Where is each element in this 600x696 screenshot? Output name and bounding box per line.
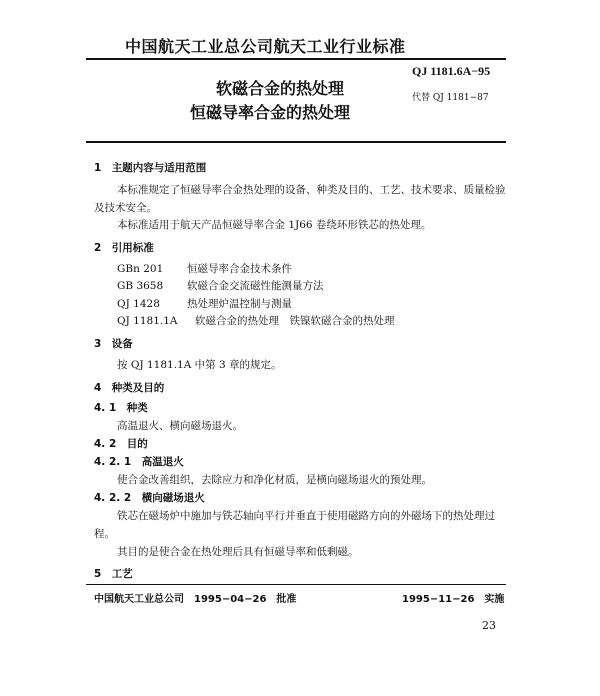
section-1-para2: 本标准适用于航天产品恒磁导率合金 1J66 卷绕环形铁芯的热处理。 xyxy=(117,219,432,231)
section-4-1-text: 高温退火、横向磁场退火。 xyxy=(117,420,243,432)
section-2-heading: 2 引用标准 xyxy=(94,242,154,254)
reference-code: QJ 1428 xyxy=(117,298,160,310)
section-4-2-1-text: 使合金改善组织，去除应力和净化材质，是横向磁场退火的预处理。 xyxy=(117,474,432,486)
reference-code: QJ 1181.1A xyxy=(117,315,178,327)
section-4-2-heading: 4. 2 目的 xyxy=(94,438,148,450)
section-3-para: 按 QJ 1181.1A 中第 3 章的规定。 xyxy=(117,359,282,371)
section-4-2-2-line1: 铁芯在磁场炉中施加与铁芯轴向平行并垂直于使用磁路方向的外磁场下的热处理过 xyxy=(117,510,495,522)
section-1-para1-line1: 本标准规定了恒磁导率合金热处理的设备、种类及目的、工艺、技术要求、质量检验 xyxy=(117,184,506,196)
section-4-2-1-heading: 4. 2. 1 高温退火 xyxy=(94,456,184,468)
reference-title: 软磁合金交流磁性能测量方法 xyxy=(187,280,324,292)
section-1-para1-line2: 及技术安全。 xyxy=(94,202,157,214)
section-4-2-2-heading: 4. 2. 2 横向磁场退火 xyxy=(94,492,205,504)
replaces-note: 代替 QJ 1181−87 xyxy=(412,93,489,103)
reference-item xyxy=(117,278,324,293)
reference-title: 软磁合金的热处理 铁镍软磁合金的热处理 xyxy=(195,315,395,327)
header-rule xyxy=(86,58,506,60)
reference-item xyxy=(117,313,395,328)
reference-title: 恒磁导率合金技术条件 xyxy=(187,263,292,275)
reference-title: 热处理炉温控制与测量 xyxy=(187,298,292,310)
title-line-2: 恒磁导率合金的热处理 xyxy=(190,103,351,122)
section-4-1-heading: 4. 1 种类 xyxy=(94,402,148,414)
section-1-heading: 1 主题内容与适用范围 xyxy=(94,162,207,174)
implementation-date: 1995−11−26 实施 xyxy=(402,594,505,605)
section-4-2-2-text2: 其目的是使合金在热处理后具有恒磁导率和低剩磁。 xyxy=(117,546,359,558)
standard-code: QJ 1181.6A−95 xyxy=(412,64,491,78)
footer-rule xyxy=(86,584,506,585)
section-5-heading: 5 工艺 xyxy=(94,568,133,580)
issuing-organization: 中国航天工业总公司航天工业行业标准 xyxy=(125,37,406,56)
section-3-heading: 3 设备 xyxy=(94,338,133,350)
title-rule xyxy=(86,141,506,143)
section-4-heading: 4 种类及目的 xyxy=(94,382,165,394)
title-line-1: 软磁合金的热处理 xyxy=(216,79,345,98)
section-4-2-2-line2: 程。 xyxy=(94,528,115,540)
approval-line: 中国航天工业总公司 1995−04−26 批准 xyxy=(94,594,297,605)
page-number: 23 xyxy=(482,619,496,632)
reference-code: GBn 201 xyxy=(117,263,164,275)
reference-item xyxy=(117,261,292,276)
reference-item xyxy=(117,296,292,311)
reference-code: GB 3658 xyxy=(117,280,164,292)
